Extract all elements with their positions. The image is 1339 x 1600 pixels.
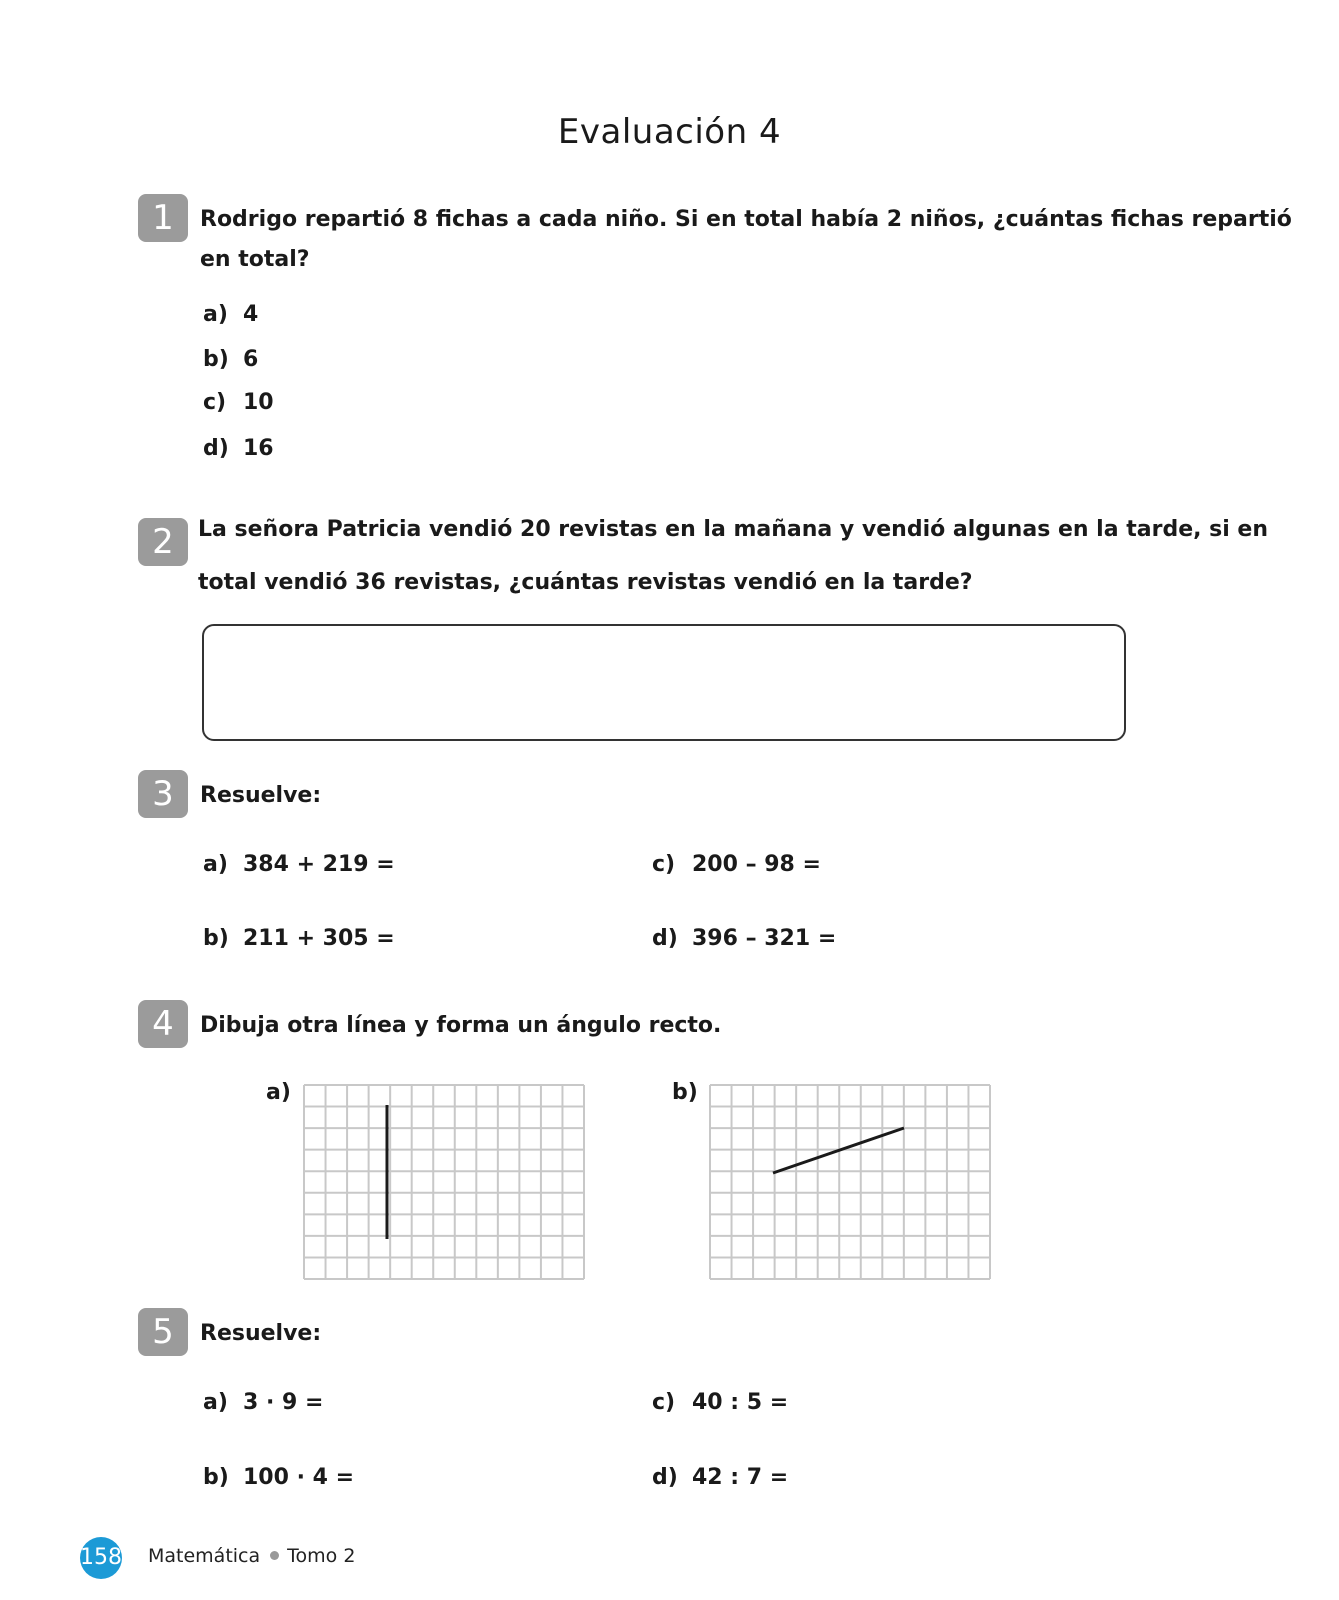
footer-text [148,1545,355,1567]
q3-item-b[interactable] [203,926,395,951]
item-label: d) [652,1465,678,1490]
question-4-badge: 4 [138,1000,188,1048]
item-expression: 40 : 5 = [692,1390,789,1415]
q3-item-a[interactable] [203,852,395,877]
option-value: 16 [243,436,274,461]
q5-item-c[interactable] [652,1390,788,1415]
question-1-text-line2: en total? [200,247,310,272]
q3-item-d[interactable] [652,926,836,951]
q1-option-d[interactable] [203,436,274,461]
option-label: a) [203,302,228,327]
footer-subject: Matemática [148,1545,261,1567]
question-2-text-line1: La señora Patricia vendió 20 revistas en la mañana y vendió algunas en la tarde, si en [198,517,1269,542]
q5-item-d[interactable] [652,1465,788,1490]
q5-item-a[interactable] [203,1390,323,1415]
option-value: 10 [243,390,274,415]
separator-dot-icon [270,1551,279,1560]
q5-item-b[interactable] [203,1465,354,1490]
page-title: Evaluación 4 [557,112,782,152]
item-label: b) [203,926,229,951]
question-5-badge: 5 [138,1308,188,1356]
question-3-instruction: Resuelve: [200,783,322,808]
q1-option-a[interactable] [203,302,258,327]
question-2-badge: 2 [138,518,188,566]
item-label: a) [203,852,228,877]
question-2-text-line2: total vendió 36 revistas, ¿cuántas revistas vendió en la tarde? [198,570,973,595]
item-label: a) [203,1390,228,1415]
question-3-badge: 3 [138,770,188,818]
question-5-instruction: Resuelve: [200,1321,322,1346]
q1-option-c[interactable] [203,390,274,415]
item-label: c) [652,852,676,877]
grid-b[interactable] [708,1083,992,1281]
item-expression: 396 – 321 = [692,926,837,951]
item-expression: 3 · 9 = [243,1390,324,1415]
item-expression: 42 : 7 = [692,1465,789,1490]
item-expression: 211 + 305 = [243,926,395,951]
page-number: 158 [80,1537,122,1579]
grid-a-label: a) [266,1080,291,1105]
question-1-text-line1: Rodrigo repartió 8 fichas a cada niño. Si en total había 2 niños, ¿cuántas fichas repartió [200,207,1292,232]
option-label: d) [203,436,229,461]
item-expression: 100 · 4 = [243,1465,354,1490]
item-label: c) [652,1390,676,1415]
grid-b-label: b) [672,1080,698,1105]
grid-a[interactable] [302,1083,586,1281]
item-expression: 384 + 219 = [243,852,395,877]
footer-volume: Tomo 2 [287,1545,356,1567]
question-1-badge: 1 [138,194,188,242]
item-label: d) [652,926,678,951]
answer-box[interactable] [202,624,1126,741]
option-value: 6 [243,347,259,372]
option-label: b) [203,347,229,372]
q1-option-b[interactable] [203,347,258,372]
question-4-instruction: Dibuja otra línea y forma un ángulo recto. [200,1013,722,1038]
option-value: 4 [243,302,259,327]
q3-item-c[interactable] [652,852,821,877]
option-label: c) [203,390,227,415]
item-label: b) [203,1465,229,1490]
item-expression: 200 – 98 = [692,852,821,877]
